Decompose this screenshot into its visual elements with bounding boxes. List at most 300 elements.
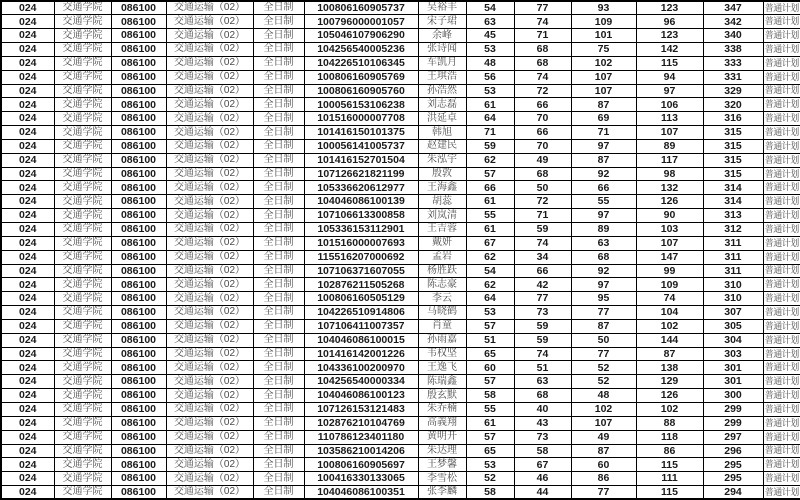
cell-candidate-id: 104256540005236 — [304, 43, 418, 57]
cell-score-4: 109 — [636, 278, 703, 292]
cell-school-name: 交通学院 — [54, 29, 111, 43]
cell-study-mode: 全日制 — [253, 98, 304, 112]
cell-total-score: 294 — [703, 486, 763, 500]
cell-candidate-name: 马晓鹤 — [418, 306, 466, 320]
cell-candidate-name: 余峰 — [418, 29, 466, 43]
cell-total-score: 316 — [703, 112, 763, 126]
cell-candidate-name: 孟岩 — [418, 250, 466, 264]
cell-score-2: 58 — [514, 444, 571, 458]
cell-score-4: 138 — [636, 361, 703, 375]
table-row — [1, 250, 800, 264]
cell-plan-type: 普通计划 — [763, 250, 800, 264]
cell-plan-type: 普通计划 — [763, 84, 800, 98]
cell-score-1: 71 — [466, 126, 514, 140]
cell-major-name: 交通运输（02） — [166, 1, 253, 15]
cell-major-code: 086100 — [111, 153, 166, 167]
cell-score-2: 68 — [514, 389, 571, 403]
cell-score-3: 66 — [571, 181, 636, 195]
cell-dept-code: 024 — [1, 56, 54, 70]
cell-score-4: 144 — [636, 333, 703, 347]
cell-major-code: 086100 — [111, 29, 166, 43]
cell-candidate-id: 100416330133065 — [304, 472, 418, 486]
cell-major-code: 086100 — [111, 389, 166, 403]
table-row — [1, 347, 800, 361]
cell-dept-code: 024 — [1, 250, 54, 264]
cell-score-1: 58 — [466, 389, 514, 403]
cell-score-4: 86 — [636, 444, 703, 458]
cell-school-name: 交通学院 — [54, 486, 111, 500]
cell-study-mode: 全日制 — [253, 402, 304, 416]
cell-score-3: 92 — [571, 167, 636, 181]
cell-candidate-name: 刘志磊 — [418, 98, 466, 112]
cell-score-3: 86 — [571, 472, 636, 486]
cell-major-code: 086100 — [111, 278, 166, 292]
cell-score-4: 113 — [636, 112, 703, 126]
cell-major-name: 交通运输（02） — [166, 430, 253, 444]
cell-score-2: 63 — [514, 375, 571, 389]
cell-major-name: 交通运输（02） — [166, 236, 253, 250]
cell-major-name: 交通运输（02） — [166, 416, 253, 430]
table-row — [1, 444, 800, 458]
cell-score-4: 111 — [636, 472, 703, 486]
cell-score-1: 54 — [466, 1, 514, 15]
cell-major-code: 086100 — [111, 347, 166, 361]
cell-study-mode: 全日制 — [253, 195, 304, 209]
cell-school-name: 交通学院 — [54, 375, 111, 389]
cell-candidate-name: 李雪松 — [418, 472, 466, 486]
cell-school-name: 交通学院 — [54, 56, 111, 70]
cell-major-code: 086100 — [111, 250, 166, 264]
cell-dept-code: 024 — [1, 361, 54, 375]
cell-major-name: 交通运输（02） — [166, 278, 253, 292]
cell-plan-type: 普通计划 — [763, 472, 800, 486]
cell-score-2: 70 — [514, 112, 571, 126]
cell-study-mode: 全日制 — [253, 278, 304, 292]
cell-candidate-name: 王吉蓉 — [418, 223, 466, 237]
table-row — [1, 278, 800, 292]
table-row — [1, 43, 800, 57]
cell-major-code: 086100 — [111, 98, 166, 112]
cell-dept-code: 024 — [1, 181, 54, 195]
cell-score-2: 44 — [514, 486, 571, 500]
cell-study-mode: 全日制 — [253, 223, 304, 237]
cell-score-4: 102 — [636, 319, 703, 333]
cell-study-mode: 全日制 — [253, 264, 304, 278]
cell-score-2: 59 — [514, 333, 571, 347]
cell-candidate-id: 105336620612977 — [304, 181, 418, 195]
cell-school-name: 交通学院 — [54, 319, 111, 333]
cell-score-3: 102 — [571, 56, 636, 70]
cell-school-name: 交通学院 — [54, 1, 111, 15]
cell-major-code: 086100 — [111, 375, 166, 389]
table-row — [1, 416, 800, 430]
cell-plan-type: 普通计划 — [763, 333, 800, 347]
cell-score-1: 62 — [466, 153, 514, 167]
cell-total-score: 338 — [703, 43, 763, 57]
cell-score-1: 62 — [466, 278, 514, 292]
table-row — [1, 236, 800, 250]
cell-candidate-name: 朱泓宇 — [418, 153, 466, 167]
cell-score-1: 53 — [466, 306, 514, 320]
cell-study-mode: 全日制 — [253, 15, 304, 29]
cell-score-1: 52 — [466, 472, 514, 486]
cell-score-4: 123 — [636, 1, 703, 15]
cell-score-4: 102 — [636, 402, 703, 416]
cell-dept-code: 024 — [1, 444, 54, 458]
cell-candidate-id: 107106411007357 — [304, 319, 418, 333]
cell-candidate-id: 102876210104769 — [304, 416, 418, 430]
cell-candidate-id: 107106613300858 — [304, 209, 418, 223]
cell-candidate-name: 王逸飞 — [418, 361, 466, 375]
cell-major-code: 086100 — [111, 472, 166, 486]
cell-total-score: 315 — [703, 153, 763, 167]
cell-score-4: 87 — [636, 347, 703, 361]
cell-score-3: 71 — [571, 126, 636, 140]
cell-study-mode: 全日制 — [253, 292, 304, 306]
cell-major-code: 086100 — [111, 112, 166, 126]
cell-major-code: 086100 — [111, 292, 166, 306]
cell-score-1: 57 — [466, 375, 514, 389]
cell-major-name: 交通运输（02） — [166, 223, 253, 237]
cell-major-code: 086100 — [111, 195, 166, 209]
cell-score-4: 147 — [636, 250, 703, 264]
cell-score-4: 142 — [636, 43, 703, 57]
cell-dept-code: 024 — [1, 43, 54, 57]
cell-study-mode: 全日制 — [253, 139, 304, 153]
cell-dept-code: 024 — [1, 112, 54, 126]
cell-major-code: 086100 — [111, 139, 166, 153]
cell-major-code: 086100 — [111, 181, 166, 195]
cell-score-1: 60 — [466, 361, 514, 375]
cell-study-mode: 全日制 — [253, 430, 304, 444]
cell-major-code: 086100 — [111, 236, 166, 250]
cell-major-code: 086100 — [111, 402, 166, 416]
cell-plan-type: 普通计划 — [763, 416, 800, 430]
cell-school-name: 交通学院 — [54, 98, 111, 112]
cell-score-3: 68 — [571, 250, 636, 264]
cell-score-1: 57 — [466, 430, 514, 444]
cell-score-3: 107 — [571, 84, 636, 98]
cell-dept-code: 024 — [1, 375, 54, 389]
cell-candidate-name: 胡蕊 — [418, 195, 466, 209]
cell-score-1: 53 — [466, 43, 514, 57]
cell-total-score: 329 — [703, 84, 763, 98]
cell-score-2: 71 — [514, 29, 571, 43]
cell-score-2: 66 — [514, 98, 571, 112]
cell-major-name: 交通运输（02） — [166, 458, 253, 472]
cell-dept-code: 024 — [1, 264, 54, 278]
cell-dept-code: 024 — [1, 333, 54, 347]
cell-candidate-id: 100806160505129 — [304, 292, 418, 306]
cell-score-3: 87 — [571, 319, 636, 333]
cell-plan-type: 普通计划 — [763, 361, 800, 375]
table-row — [1, 70, 800, 84]
cell-major-code: 086100 — [111, 319, 166, 333]
cell-candidate-name: 王海鑫 — [418, 181, 466, 195]
table-row — [1, 402, 800, 416]
cell-study-mode: 全日制 — [253, 319, 304, 333]
cell-dept-code: 024 — [1, 1, 54, 15]
table-row — [1, 1, 800, 15]
cell-score-3: 77 — [571, 486, 636, 500]
cell-score-2: 67 — [514, 458, 571, 472]
cell-plan-type: 普通计划 — [763, 458, 800, 472]
cell-candidate-name: 吴裕丰 — [418, 1, 466, 15]
cell-study-mode: 全日制 — [253, 70, 304, 84]
cell-total-score: 299 — [703, 402, 763, 416]
table-row — [1, 15, 800, 29]
cell-plan-type: 普通计划 — [763, 1, 800, 15]
cell-major-code: 086100 — [111, 264, 166, 278]
cell-candidate-name: 韦权坚 — [418, 347, 466, 361]
cell-score-1: 62 — [466, 250, 514, 264]
table-row — [1, 112, 800, 126]
cell-plan-type: 普通计划 — [763, 209, 800, 223]
cell-candidate-name: 陈志豪 — [418, 278, 466, 292]
cell-dept-code: 024 — [1, 389, 54, 403]
cell-score-1: 45 — [466, 29, 514, 43]
cell-score-2: 74 — [514, 347, 571, 361]
cell-total-score: 301 — [703, 361, 763, 375]
cell-score-4: 107 — [636, 126, 703, 140]
cell-candidate-id: 101416150101375 — [304, 126, 418, 140]
cell-plan-type: 普通计划 — [763, 306, 800, 320]
cell-plan-type: 普通计划 — [763, 236, 800, 250]
cell-dept-code: 024 — [1, 70, 54, 84]
cell-study-mode: 全日制 — [253, 84, 304, 98]
cell-candidate-id: 100806160905697 — [304, 458, 418, 472]
cell-major-name: 交通运输（02） — [166, 486, 253, 500]
cell-score-2: 77 — [514, 292, 571, 306]
cell-candidate-id: 115516207000692 — [304, 250, 418, 264]
cell-major-name: 交通运输（02） — [166, 98, 253, 112]
cell-study-mode: 全日制 — [253, 250, 304, 264]
cell-score-1: 66 — [466, 181, 514, 195]
cell-score-4: 106 — [636, 98, 703, 112]
table-row — [1, 181, 800, 195]
cell-major-name: 交通运输（02） — [166, 181, 253, 195]
cell-score-4: 94 — [636, 70, 703, 84]
cell-score-2: 43 — [514, 416, 571, 430]
cell-score-1: 59 — [466, 139, 514, 153]
cell-plan-type: 普通计划 — [763, 126, 800, 140]
cell-study-mode: 全日制 — [253, 333, 304, 347]
cell-school-name: 交通学院 — [54, 112, 111, 126]
cell-score-4: 115 — [636, 486, 703, 500]
cell-score-4: 96 — [636, 15, 703, 29]
cell-dept-code: 024 — [1, 223, 54, 237]
cell-major-code: 086100 — [111, 209, 166, 223]
cell-score-4: 104 — [636, 306, 703, 320]
cell-school-name: 交通学院 — [54, 430, 111, 444]
cell-candidate-id: 101516000007708 — [304, 112, 418, 126]
cell-dept-code: 024 — [1, 126, 54, 140]
cell-school-name: 交通学院 — [54, 402, 111, 416]
table-row — [1, 223, 800, 237]
cell-dept-code: 024 — [1, 306, 54, 320]
cell-plan-type: 普通计划 — [763, 278, 800, 292]
cell-score-2: 68 — [514, 56, 571, 70]
cell-candidate-name: 赵建民 — [418, 139, 466, 153]
cell-score-3: 52 — [571, 361, 636, 375]
cell-school-name: 交通学院 — [54, 195, 111, 209]
cell-major-code: 086100 — [111, 333, 166, 347]
cell-candidate-id: 100806160905769 — [304, 70, 418, 84]
cell-candidate-id: 104046086100123 — [304, 389, 418, 403]
cell-total-score: 340 — [703, 29, 763, 43]
cell-total-score: 314 — [703, 195, 763, 209]
cell-total-score: 305 — [703, 319, 763, 333]
table-row — [1, 56, 800, 70]
cell-total-score: 297 — [703, 430, 763, 444]
cell-major-name: 交通运输（02） — [166, 153, 253, 167]
cell-school-name: 交通学院 — [54, 472, 111, 486]
cell-school-name: 交通学院 — [54, 278, 111, 292]
cell-score-2: 73 — [514, 306, 571, 320]
cell-candidate-name: 高義翔 — [418, 416, 466, 430]
cell-score-3: 52 — [571, 375, 636, 389]
cell-school-name: 交通学院 — [54, 70, 111, 84]
cell-score-2: 40 — [514, 402, 571, 416]
cell-score-2: 72 — [514, 195, 571, 209]
cell-dept-code: 024 — [1, 319, 54, 333]
cell-major-code: 086100 — [111, 416, 166, 430]
cell-dept-code: 024 — [1, 347, 54, 361]
cell-score-4: 118 — [636, 430, 703, 444]
cell-candidate-name: 朱乔楠 — [418, 402, 466, 416]
table-row — [1, 430, 800, 444]
cell-score-1: 55 — [466, 402, 514, 416]
cell-total-score: 310 — [703, 292, 763, 306]
cell-score-4: 115 — [636, 458, 703, 472]
cell-major-name: 交通运输（02） — [166, 15, 253, 29]
cell-score-3: 77 — [571, 306, 636, 320]
cell-score-4: 74 — [636, 292, 703, 306]
cell-candidate-id: 100806160905760 — [304, 84, 418, 98]
cell-study-mode: 全日制 — [253, 167, 304, 181]
table-row — [1, 306, 800, 320]
cell-school-name: 交通学院 — [54, 153, 111, 167]
table-row — [1, 375, 800, 389]
cell-score-3: 63 — [571, 236, 636, 250]
cell-candidate-id: 104046086100351 — [304, 486, 418, 500]
cell-candidate-id: 104046086100139 — [304, 195, 418, 209]
table-row — [1, 389, 800, 403]
table-row — [1, 264, 800, 278]
cell-major-name: 交通运输（02） — [166, 444, 253, 458]
cell-score-1: 58 — [466, 486, 514, 500]
cell-plan-type: 普通计划 — [763, 112, 800, 126]
table-row — [1, 333, 800, 347]
cell-study-mode: 全日制 — [253, 29, 304, 43]
cell-study-mode: 全日制 — [253, 472, 304, 486]
cell-major-code: 086100 — [111, 56, 166, 70]
cell-score-2: 74 — [514, 70, 571, 84]
cell-school-name: 交通学院 — [54, 15, 111, 29]
cell-dept-code: 024 — [1, 458, 54, 472]
cell-dept-code: 024 — [1, 209, 54, 223]
cell-score-4: 88 — [636, 416, 703, 430]
cell-score-1: 57 — [466, 319, 514, 333]
cell-total-score: 311 — [703, 264, 763, 278]
cell-major-name: 交通运输（02） — [166, 333, 253, 347]
table-row — [1, 319, 800, 333]
cell-score-2: 73 — [514, 430, 571, 444]
cell-school-name: 交通学院 — [54, 292, 111, 306]
cell-score-2: 68 — [514, 43, 571, 57]
cell-candidate-id: 104046086100015 — [304, 333, 418, 347]
cell-candidate-name: 韩旭 — [418, 126, 466, 140]
cell-score-3: 97 — [571, 209, 636, 223]
table-row — [1, 486, 800, 500]
cell-study-mode: 全日制 — [253, 375, 304, 389]
cell-score-3: 93 — [571, 1, 636, 15]
cell-total-score: 314 — [703, 181, 763, 195]
cell-score-3: 87 — [571, 444, 636, 458]
cell-candidate-name: 黄明开 — [418, 430, 466, 444]
cell-school-name: 交通学院 — [54, 209, 111, 223]
cell-score-1: 57 — [466, 167, 514, 181]
cell-score-2: 70 — [514, 139, 571, 153]
cell-dept-code: 024 — [1, 278, 54, 292]
cell-total-score: 304 — [703, 333, 763, 347]
cell-plan-type: 普通计划 — [763, 153, 800, 167]
cell-score-2: 59 — [514, 223, 571, 237]
cell-total-score: 315 — [703, 167, 763, 181]
cell-school-name: 交通学院 — [54, 167, 111, 181]
cell-major-name: 交通运输（02） — [166, 402, 253, 416]
cell-major-name: 交通运输（02） — [166, 29, 253, 43]
cell-score-1: 55 — [466, 209, 514, 223]
cell-score-2: 66 — [514, 126, 571, 140]
cell-score-1: 67 — [466, 236, 514, 250]
cell-school-name: 交通学院 — [54, 389, 111, 403]
cell-major-code: 086100 — [111, 486, 166, 500]
cell-score-3: 109 — [571, 15, 636, 29]
cell-score-1: 61 — [466, 416, 514, 430]
cell-candidate-name: 肖童 — [418, 319, 466, 333]
cell-score-3: 87 — [571, 153, 636, 167]
cell-plan-type: 普通计划 — [763, 56, 800, 70]
cell-score-3: 107 — [571, 70, 636, 84]
cell-score-4: 103 — [636, 223, 703, 237]
cell-plan-type: 普通计划 — [763, 347, 800, 361]
cell-total-score: 315 — [703, 139, 763, 153]
cell-school-name: 交通学院 — [54, 181, 111, 195]
cell-major-code: 086100 — [111, 43, 166, 57]
cell-dept-code: 024 — [1, 167, 54, 181]
cell-total-score: 312 — [703, 223, 763, 237]
cell-candidate-name: 戴妍 — [418, 236, 466, 250]
cell-score-1: 54 — [466, 264, 514, 278]
cell-school-name: 交通学院 — [54, 236, 111, 250]
cell-score-3: 49 — [571, 430, 636, 444]
cell-study-mode: 全日制 — [253, 389, 304, 403]
cell-total-score: 303 — [703, 347, 763, 361]
cell-study-mode: 全日制 — [253, 1, 304, 15]
cell-plan-type: 普通计划 — [763, 181, 800, 195]
cell-total-score: 299 — [703, 416, 763, 430]
cell-dept-code: 024 — [1, 195, 54, 209]
cell-school-name: 交通学院 — [54, 139, 111, 153]
cell-candidate-id: 107126621821199 — [304, 167, 418, 181]
cell-major-name: 交通运输（02） — [166, 84, 253, 98]
cell-total-score: 342 — [703, 15, 763, 29]
cell-study-mode: 全日制 — [253, 458, 304, 472]
cell-score-1: 64 — [466, 292, 514, 306]
cell-dept-code: 024 — [1, 430, 54, 444]
cell-candidate-id: 100056141005737 — [304, 139, 418, 153]
